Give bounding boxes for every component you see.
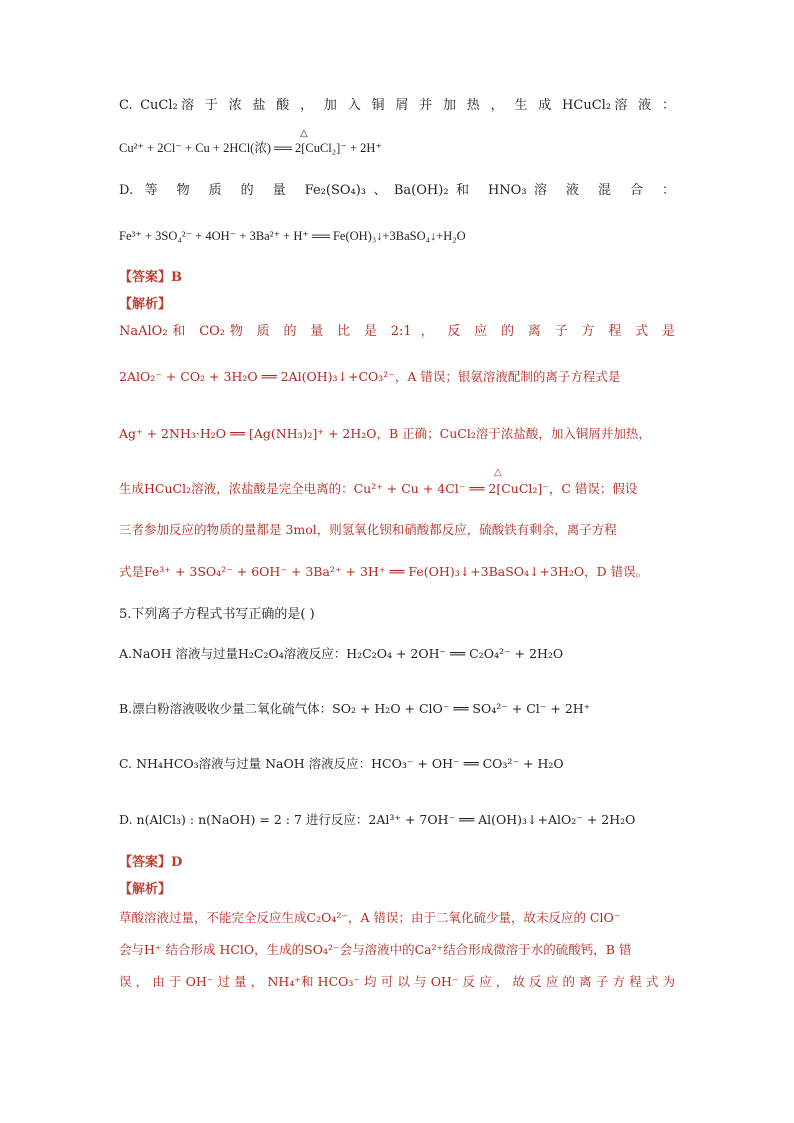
q5-option-d: D. n(AlCl₃) : n(NaOH) = 2 : 7 进行反应：2Al³⁺ + 7OH⁻ ══ Al(OH)₃↓+AlO₂⁻ + 2H₂O bbox=[119, 812, 636, 827]
q4-analysis-line-2: 2AlO₂⁻ + CO₂ + 3H₂O ══ 2Al(OH)₃↓+CO₃²⁻，A 错误；银氨溶液配制的离子方程式是 bbox=[119, 369, 621, 384]
q4-analysis-line-6: 式是Fe³⁺ + 3SO₄²⁻ + 6OH⁻ + 3Ba²⁺ + 3H⁺ ══ Fe(OH)₃↓+3BaSO₄↓+3H₂O，D 错误。 bbox=[119, 564, 649, 579]
q5-option-b: B.漂白粉溶液吸收少量二氧化硫气体：SO₂ + H₂O + ClO⁻ ══ SO₄²⁻ + Cl⁻ + 2H⁺ bbox=[119, 701, 591, 716]
q4-analysis-line-3: Ag⁺ + 2NH₃·H₂O ══ [Ag(NH₃)₂]⁺ + 2H₂O，B 正确；CuCl₂溶于浓盐酸，加入铜屑并加热， bbox=[119, 426, 651, 441]
q5-analysis-line-2: 会与H⁺ 结合形成 HClO，生成的SO₄²⁻会与溶液中的Ca²⁺结合形成微溶于水的硫酸钙，B 错 bbox=[119, 942, 632, 957]
q4-option-c-text: C. CuCl₂溶 于 浓 盐 酸 ， 加 入 铜 屑 并 加 热 ， 生 成 HCuCl₂溶 液 ： bbox=[119, 98, 675, 113]
q4-analysis-label: 【解析】 bbox=[119, 297, 172, 312]
q4-analysis-line-4: 生成HCuCl₂溶液，浓盐酸是完全电离的：Cu²⁺ + Cu + 4Cl⁻ ══ 2[CuCl₂]⁻，C 错误；假设 bbox=[119, 481, 638, 496]
q5-analysis-label: 【解析】 bbox=[119, 882, 172, 897]
q5-stem: 5.下列离子方程式书写正确的是( ) bbox=[119, 607, 315, 622]
q4-option-c-equation: Cu²⁺ + 2Cl⁻ + Cu + 2HCl(浓) ══ 2[CuCl₂]⁻ + 2H⁺ bbox=[119, 141, 383, 155]
q5-option-a: A.NaOH 溶液与过量H₂C₂O₄溶液反应：H₂C₂O₄ + 2OH⁻ ══ C₂O₄²⁻ + 2H₂O bbox=[119, 646, 564, 661]
q5-analysis-line-3: 误 ， 由 于 OH⁻ 过 量 ， NH₄⁺和 HCO₃⁻ 均 可 以 与 OH⁻ 反 应 ， 故 反 应 的 离 子 方 程 式 为 bbox=[119, 974, 675, 989]
q4-option-d-text: D. 等 物 质 的 量 Fe₂(SO₄)₃、Ba(OH)₂和 HNO₃溶 液 混 合 ： bbox=[119, 183, 675, 198]
q4-option-d-equation: Fe³⁺ + 3SO₄²⁻ + 4OH⁻ + 3Ba²⁺ + H⁺ ══ Fe(OH)₃↓+3BaSO₄↓+H₂O bbox=[119, 229, 466, 243]
q5-analysis-line-1: 草酸溶液过量，不能完全反应生成C₂O₄²⁻，A 错误；由于二氧化硫少量，故未反应的 ClO⁻ bbox=[119, 910, 621, 925]
heat-delta-symbol: △ bbox=[300, 128, 308, 139]
q4-analysis-line-5: 三者参加反应的物质的量都是 3mol，则氢氧化钡和硝酸都反应，硫酸铁有剩余，离子方程 bbox=[119, 522, 617, 537]
heat-delta-symbol-2: △ bbox=[494, 467, 502, 478]
q5-option-c: C. NH₄HCO₃溶液与过量 NaOH 溶液反应：HCO₃⁻ + OH⁻ ══ CO₃²⁻ + H₂O bbox=[119, 756, 564, 771]
q5-answer-label: 【答案】D bbox=[119, 855, 183, 870]
q4-analysis-line-1: NaAlO₂和 CO₂物 质 的 量 比 是 2:1 ， 反 应 的 离 子 方 程 式 是 bbox=[119, 324, 675, 339]
q4-answer-label: 【答案】B bbox=[119, 270, 182, 285]
